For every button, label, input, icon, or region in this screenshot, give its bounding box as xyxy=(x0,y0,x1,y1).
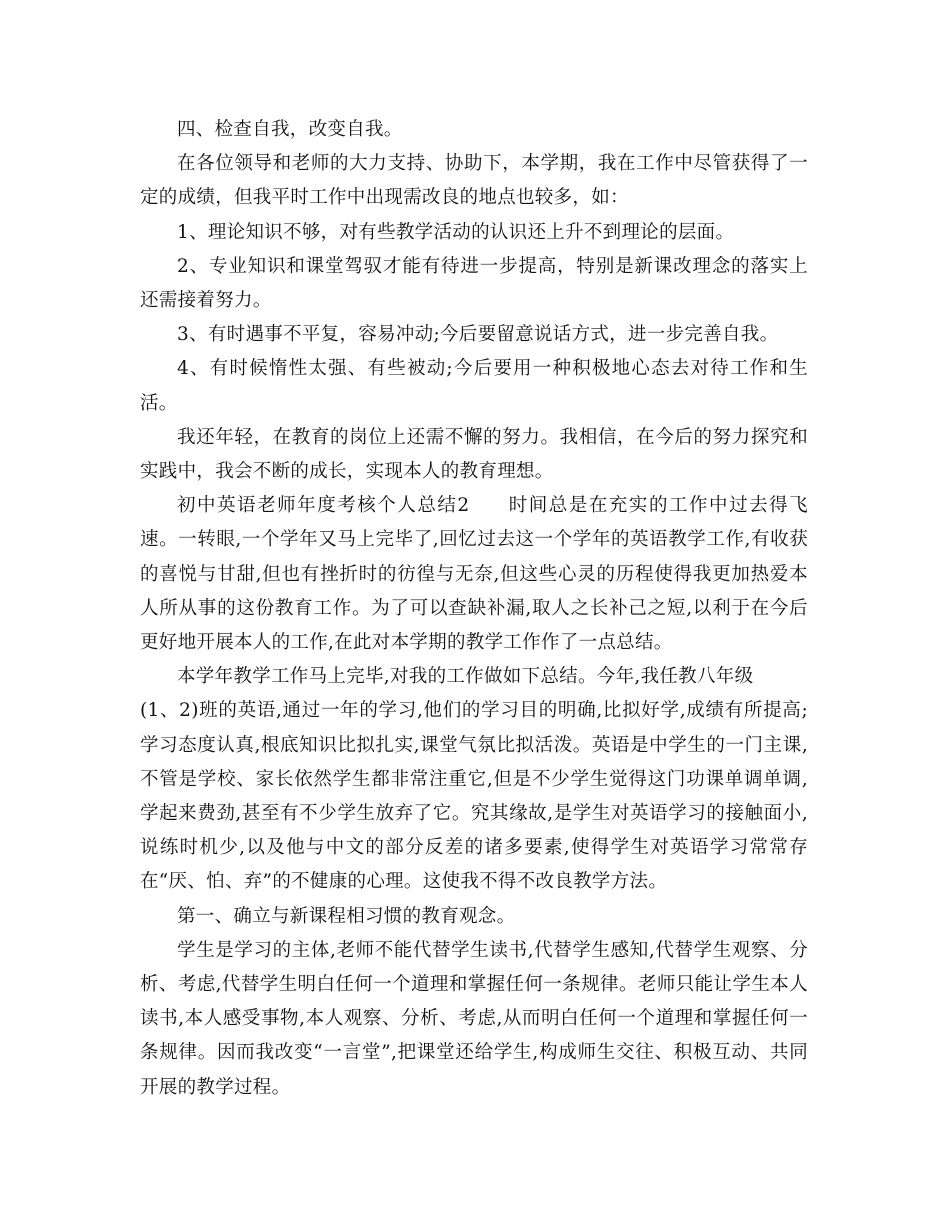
paragraph-item-4: 4、有时候惰性太强、有些被动;今后要用一种积极地心态去对待工作和生活。 xyxy=(140,358,808,414)
paragraph-first-point: 第一、确立与新课程相习惯的教育观念。 xyxy=(177,905,516,927)
section-intro: 时间总是在充实的工作中过去得飞速。一转眼,一个学年又马上完毕了,回忆过去这一个学年的英语教学工作,有收获的喜悦与甘甜,但也有挫折时的彷徨与无奈,但这些心灵的历程使得我更加热爱本人所从事的这份教育工作。为了可以查缺补漏,取人之长补己之短,以利于在今后更好地开展本人的工作,在此对本学期的教学工作作了一点总结。 xyxy=(140,495,808,654)
paragraph-class-info: (1、2)班的英语,通过一年的学习,他们的学习目的明确,比拟好学,成绩有所提高;学习态度认真,根底知识比拟扎实,课堂气氛比拟活泼。英语是中学生的一门主课,不管是学校、家长依然学生都非常注重它,但是不少学生觉得这门功课单调单调,学起来费劲,甚至有不少学生放弃了它。究其缘故,是学生对英语学习的接触面小,说练时机少,以及他与中文的部分反差的诸多要素,使得学生对英语学习常常存在“厌、怕、弃”的不健康的心理。这使我不得不改良教学方法。 xyxy=(140,700,808,893)
paragraph-section-two xyxy=(140,489,808,660)
paragraph-support: 在各位领导和老师的大力支持、协助下，本学期，我在工作中尽管获得了一定的成绩，但我平时工作中出现需改良的地点也较多，如： xyxy=(140,153,808,209)
section-title: 初中英语老师年度考核个人总结2 xyxy=(177,495,470,517)
paragraph-heading-four: 四、检查自我，改变自我。 xyxy=(177,119,403,140)
paragraph-conclusion: 我还年轻，在教育的岗位上还需不懈的努力。我相信，在今后的努力探究和实践中，我会不断的成长，实现本人的教育理想。 xyxy=(140,426,808,483)
paragraph-item-3: 3、有时遇事不平复，容易冲动;今后要留意说话方式，进一步完善自我。 xyxy=(177,324,779,346)
paragraph-student-subject: 学生是学习的主体,老师不能代替学生读书,代替学生感知,代替学生观察、分析、考虑,代替学生明白任何一个道理和掌握任何一条规律。老师只能让学生本人读书,本人感受事物,本人观察、分析、考虑,从而明白任何一个道理和掌握任何一条规律。因而我改变“一言堂”,把课堂还给学生,构成师生交往、积极互动、共同开展的教学过程。 xyxy=(140,939,808,1098)
paragraph-item-1: 1、理论知识不够，对有些教学活动的认识还上升不到理论的层面。 xyxy=(177,221,735,243)
paragraph-year-summary: 本学年教学工作马上完毕,对我的工作做如下总结。今年,我任教八年级 xyxy=(177,666,754,688)
document-body xyxy=(140,113,808,1105)
paragraph-item-2: 2、专业知识和课堂驾驭才能有待进一步提高，特别是新课改理念的落实上还需接着努力。 xyxy=(140,255,808,312)
